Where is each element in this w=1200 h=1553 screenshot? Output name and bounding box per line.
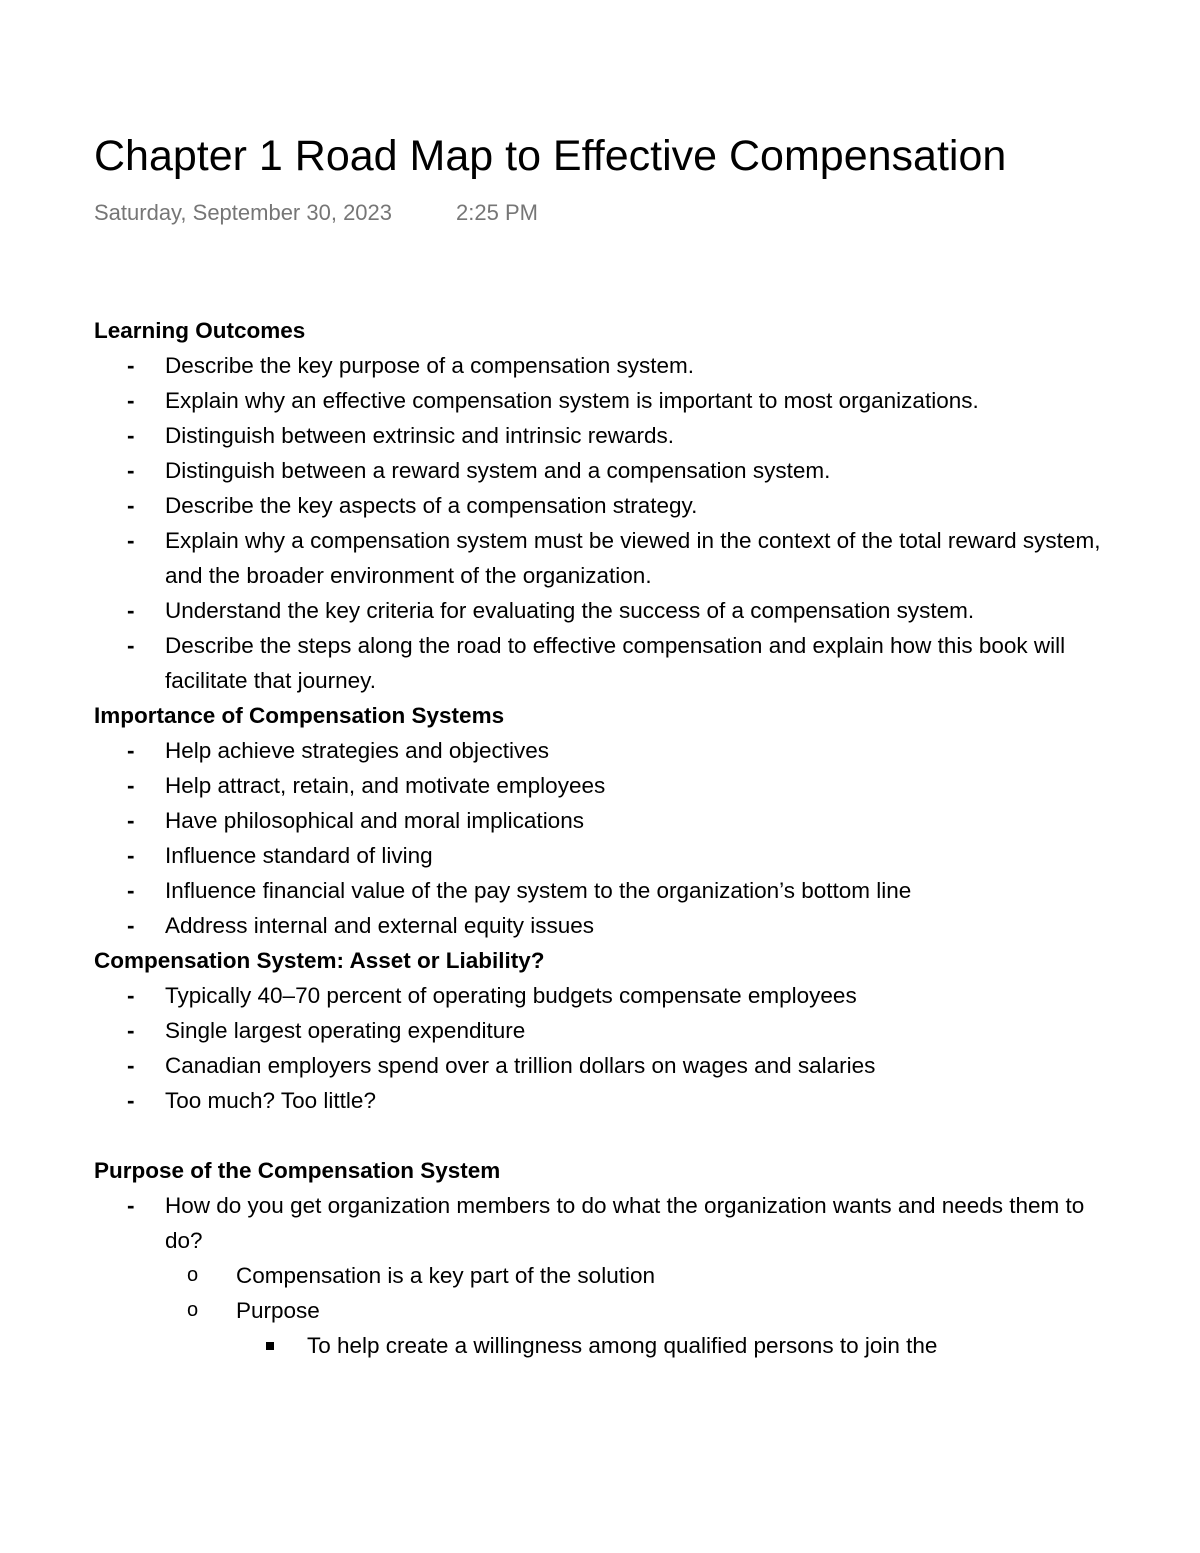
dash-bullet: - xyxy=(127,878,135,903)
purpose-sublist xyxy=(165,1258,1104,1363)
circle-bullet: o xyxy=(187,1299,199,1321)
list-item: - Help attract, retain, and motivate employees xyxy=(94,768,1104,803)
list-item: - Single largest operating expenditure xyxy=(94,1013,1104,1048)
list-item: - Influence financial value of the pay system to the organization’s bottom line xyxy=(94,873,1104,908)
dash-bullet: - xyxy=(127,423,135,448)
list-item: - Describe the key aspects of a compensation strategy. xyxy=(94,488,1104,523)
list-item: - Canadian employers spend over a trillion dollars on wages and salaries xyxy=(94,1048,1104,1083)
list-item: - Describe the key purpose of a compensation system. xyxy=(94,348,1104,383)
dash-bullet: - xyxy=(127,598,135,623)
list-item: - Understand the key criteria for evaluating the success of a compensation system. xyxy=(94,593,1104,628)
page-title: Chapter 1 Road Map to Effective Compensation xyxy=(94,132,1007,180)
asset-liability-list xyxy=(94,978,1104,1118)
purpose-subsublist xyxy=(236,1328,1104,1363)
list-item: - How do you get organization members to do what the organization wants and needs them to do? o Compensation is a key part of the solution o Purpose To help create a willingness among qualified persons to join the xyxy=(94,1188,1104,1363)
dash-bullet: - xyxy=(127,808,135,833)
list-item: - Explain why an effective compensation system is important to most organizations. xyxy=(94,383,1104,418)
section-heading-purpose: Purpose of the Compensation System xyxy=(94,1158,501,1183)
dash-bullet: - xyxy=(127,983,135,1008)
note-time: 2:25 PM xyxy=(456,200,538,225)
list-item: - Influence standard of living xyxy=(94,838,1104,873)
dash-bullet: - xyxy=(127,493,135,518)
square-bullet-icon xyxy=(266,1342,274,1350)
dash-bullet: - xyxy=(127,913,135,938)
dash-bullet: - xyxy=(127,1018,135,1043)
list-item: - Distinguish between a reward system and a compensation system. xyxy=(94,453,1104,488)
section-heading-asset-or-liability: Compensation System: Asset or Liability? xyxy=(94,948,545,973)
dash-bullet: - xyxy=(127,1088,135,1113)
list-item: - Describe the steps along the road to effective compensation and explain how this book will facilitate that journey. xyxy=(94,628,1104,698)
note-timestamp xyxy=(94,200,538,226)
section-heading-importance: Importance of Compensation Systems xyxy=(94,703,505,728)
list-item: - Address internal and external equity issues xyxy=(94,908,1104,943)
list-item: - Explain why a compensation system must be viewed in the context of the total reward system, and the broader environment of the organization. xyxy=(94,523,1104,593)
purpose-list xyxy=(94,1188,1104,1363)
list-item: - Distinguish between extrinsic and intrinsic rewards. xyxy=(94,418,1104,453)
sub-sub-list-item: To help create a willingness among qualified persons to join the xyxy=(236,1328,1104,1363)
dash-bullet: - xyxy=(127,528,135,553)
list-item: - Have philosophical and moral implications xyxy=(94,803,1104,838)
circle-bullet: o xyxy=(187,1264,199,1286)
list-item: - Help achieve strategies and objectives xyxy=(94,733,1104,768)
note-date: Saturday, September 30, 2023 xyxy=(94,200,393,225)
dash-bullet: - xyxy=(127,633,135,658)
importance-list xyxy=(94,733,1104,943)
dash-bullet: - xyxy=(127,1053,135,1078)
sub-list-item: o Purpose To help create a willingness among qualified persons to join the xyxy=(165,1293,1104,1363)
blank-line xyxy=(94,1118,1104,1153)
note-content xyxy=(94,313,1104,1363)
learning-outcomes-list xyxy=(94,348,1104,698)
dash-bullet: - xyxy=(127,738,135,763)
dash-bullet: - xyxy=(127,1193,135,1218)
section-heading-learning-outcomes: Learning Outcomes xyxy=(94,318,306,343)
dash-bullet: - xyxy=(127,458,135,483)
sub-list-item: o Compensation is a key part of the solution xyxy=(165,1258,1104,1293)
dash-bullet: - xyxy=(127,353,135,378)
dash-bullet: - xyxy=(127,773,135,798)
list-item: - Typically 40–70 percent of operating budgets compensate employees xyxy=(94,978,1104,1013)
dash-bullet: - xyxy=(127,388,135,413)
list-item: - Too much? Too little? xyxy=(94,1083,1104,1118)
dash-bullet: - xyxy=(127,843,135,868)
